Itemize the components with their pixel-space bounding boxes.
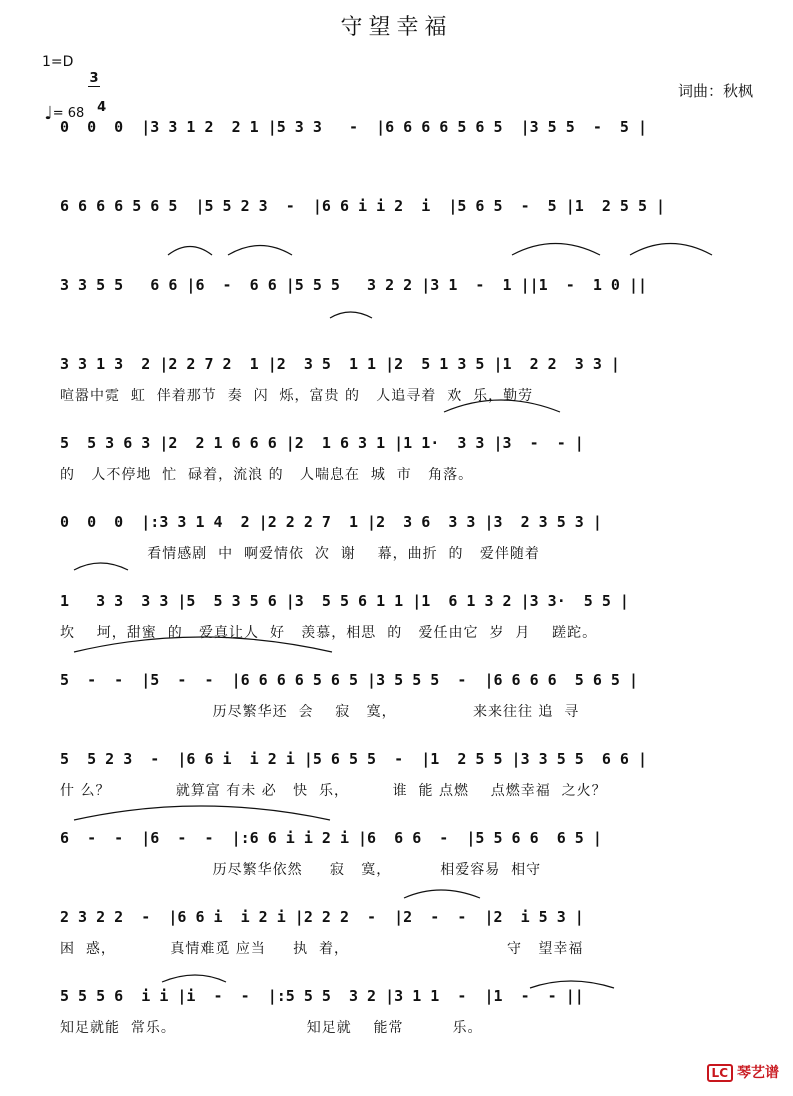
time-signature	[88, 44, 107, 115]
slur-mark	[512, 244, 600, 256]
logo-mark: LC	[707, 1064, 733, 1082]
key-signature: 1=D	[42, 54, 74, 70]
notation-line: 5 5 3 6 3 |2 2 1 6 6 6 |2 1 6 3 1 |1 1· 3 3 |3 - - |	[60, 434, 584, 452]
lyric-line: 历尽繁华还 会 寂 寞， 来来往往 追 寻	[60, 704, 580, 720]
notation-line: 3 3 5 5 6 6 |6 - 6 6 |5 5 5 3 2 2 |3 1 - 1 ||1 - 1 0 ||	[60, 276, 647, 294]
lyric-line: 困 惑， 真情难觅 应当 执 着， 守 望幸福	[60, 941, 584, 957]
logo-text: 琴艺谱	[737, 1065, 779, 1081]
lyric-line: 什 么？ 就算富 有未 必 快 乐， 谁 能 点燃 点燃幸福 之火？	[60, 783, 607, 799]
slur-mark	[630, 244, 712, 256]
page-title: 守望幸福	[340, 15, 453, 40]
lyric-line: 喧嚣中霓 虹 伴着那节 奏 闪 烁，富贵 的 人追寻着 欢 乐，勤劳	[60, 388, 534, 404]
slur-mark	[228, 246, 292, 256]
slur-mark	[162, 975, 226, 982]
lyric-line: 知足就能 常乐。 知足就 能常 乐。	[60, 1020, 483, 1036]
lyric-line: 坎 坷，甜蜜 的 爱真让人 好 羡慕，相思 的 爱任由它 岁 月 蹉跎。	[60, 625, 598, 641]
slur-mark	[74, 806, 330, 820]
meter-top: 3	[89, 71, 99, 86]
lyric-line: 的 人不停地 忙 碌着，流浪 的 人喘息在 城 市 角落。	[60, 467, 474, 483]
slur-mark	[404, 890, 480, 898]
lyric-line: 看情感剧 中 啊爱情依 次 谢 幕，曲折 的 爱伴随着	[60, 546, 540, 562]
notation-line: 6 6 6 6 5 6 5 |5 5 2 3 - |6 6 i i 2 i |5 6 5 - 5 |1 2 5 5 |	[60, 197, 666, 215]
notation-line: 3 3 1 3 2 |2 2 7 2 1 |2 3 5 1 1 |2 5 1 3 5 |1 2 2 3 3 |	[60, 355, 620, 373]
notation-line: 2 3 2 2 - |6 6 i i 2 i |2 2 2 - |2 - - |2 i 5 3 |	[60, 908, 584, 926]
lyric-line: 历尽繁华依然 寂 寞， 相爱容易 相守	[60, 862, 542, 878]
meter-bottom: 4	[97, 100, 107, 115]
notation-line: 6 - - |6 - - |:6 6 i i 2 i |6 6 6 - |5 5 6 6 6 5 |	[60, 829, 602, 847]
slur-mark	[330, 312, 372, 318]
slur-mark	[168, 247, 212, 256]
tempo-value: = 68	[52, 106, 85, 121]
notation-line: 5 - - |5 - - |6 6 6 6 5 6 5 |3 5 5 5 - |6 6 6 6 5 6 5 |	[60, 671, 638, 689]
notation-line: 1 3 3 3 3 |5 5 3 5 6 |3 5 5 6 1 1 |1 6 1 3 2 |3 3· 5 5 |	[60, 592, 629, 610]
watermark-logo	[697, 1046, 779, 1082]
notation-line: 0 0 0 |:3 3 1 4 2 |2 2 2 7 1 |2 3 6 3 3 |3 2 3 5 3 |	[60, 513, 602, 531]
notation-line: 5 5 2 3 - |6 6 i i 2 i |5 6 5 5 - |1 2 5 5 |3 3 5 5 6 6 |	[60, 750, 647, 768]
notation-line: 0 0 0 |3 3 1 2 2 1 |5 3 3 - |6 6 6 6 5 6 5 |3 5 5 - 5 |	[60, 118, 647, 136]
credits: 词曲：秋枫	[677, 82, 753, 100]
notation-line: 5 5 5 6 i i |i - - |:5 5 5 3 2 |3 1 1 - |1 - - ||	[60, 987, 584, 1005]
slur-mark	[74, 563, 128, 570]
quarter-note-icon: ♩	[44, 103, 53, 124]
